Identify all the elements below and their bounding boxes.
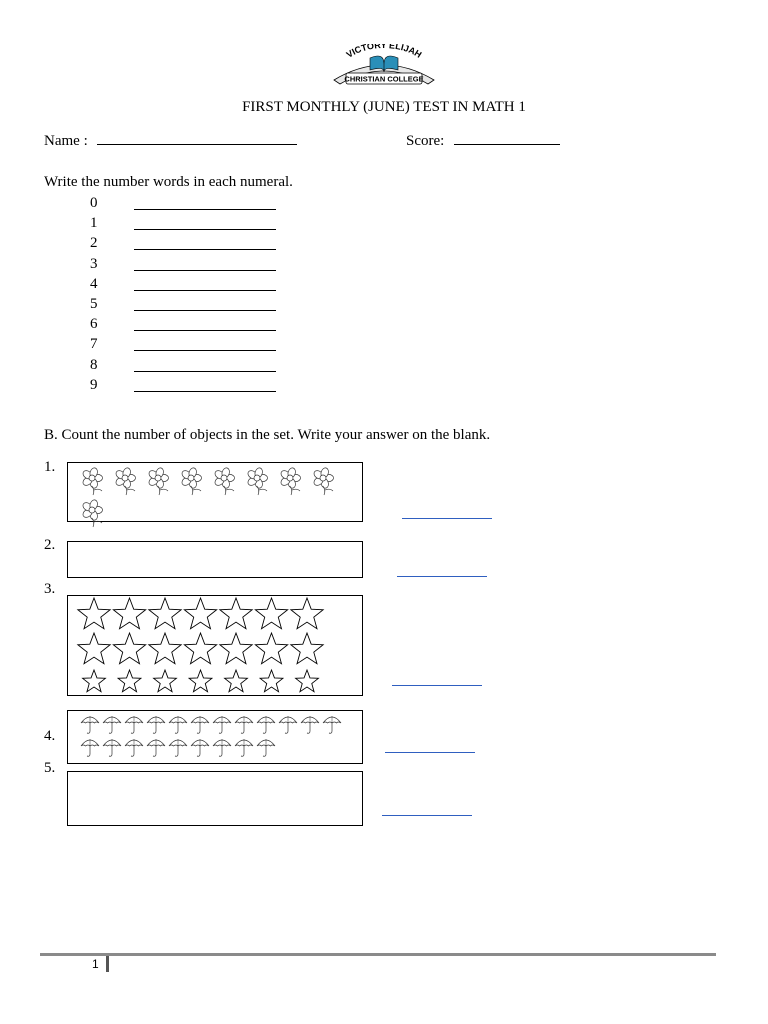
- numeral: 1: [90, 215, 98, 232]
- numeral-row: [90, 357, 290, 377]
- star-icon: [255, 598, 287, 629]
- umbrella-icon: [125, 716, 143, 733]
- umbrella-icon: [169, 716, 187, 733]
- flower-icon: [279, 467, 300, 495]
- umbrella-icon: [147, 739, 165, 756]
- umbrella-icon: [213, 739, 231, 756]
- numeral: 4: [90, 275, 98, 292]
- item-3-box: [67, 595, 363, 696]
- numeral: 0: [90, 195, 98, 211]
- page-number: 1: [92, 957, 99, 971]
- item-5-box: [67, 771, 363, 826]
- number-word-blank[interactable]: [134, 391, 276, 392]
- star-set: [68, 596, 364, 697]
- section-a-instruction: Write the number words in each numeral.: [44, 174, 293, 190]
- page-title: FIRST MONTHLY (JUNE) TEST IN MATH 1: [242, 99, 526, 115]
- star-icon: [291, 598, 323, 629]
- star-icon: [225, 670, 248, 692]
- umbrella-icon: [81, 739, 99, 756]
- umbrella-icon: [191, 716, 209, 733]
- flower-set: [68, 463, 364, 523]
- name-field[interactable]: [97, 144, 297, 145]
- item-5-answer-blank[interactable]: [382, 815, 472, 816]
- flower-icon: [81, 467, 102, 495]
- number-word-blank[interactable]: [134, 290, 276, 291]
- numeral: 6: [90, 316, 98, 333]
- item-2-label: 2.: [44, 537, 56, 553]
- numeral-row: [90, 235, 290, 255]
- umbrella-icon: [257, 716, 275, 733]
- flower-icon: [312, 467, 333, 495]
- star-icon: [189, 670, 212, 692]
- star-icon: [184, 633, 216, 664]
- flower-icon: [114, 467, 135, 495]
- number-word-blank[interactable]: [134, 310, 276, 311]
- umbrella-icon: [103, 716, 121, 733]
- numeral: 9: [90, 376, 98, 393]
- umbrella-icon: [301, 716, 319, 733]
- score-label: Score:: [406, 133, 445, 149]
- umbrella-icon: [103, 739, 121, 756]
- number-word-blank[interactable]: [134, 270, 276, 271]
- number-word-blank[interactable]: [134, 249, 276, 250]
- umbrella-icon: [323, 716, 341, 733]
- number-word-blank[interactable]: [134, 330, 276, 331]
- item-2-answer-blank[interactable]: [397, 576, 487, 577]
- item-3-answer-blank[interactable]: [392, 685, 482, 686]
- star-icon: [113, 598, 145, 629]
- star-icon: [260, 670, 283, 692]
- umbrella-icon: [169, 739, 187, 756]
- star-icon: [184, 598, 216, 629]
- name-row: [44, 133, 297, 150]
- star-icon: [255, 633, 287, 664]
- numeral-row: [90, 215, 290, 235]
- umbrella-icon: [235, 716, 253, 733]
- numeral: 5: [90, 296, 98, 312]
- flower-icon: [147, 467, 168, 495]
- star-icon: [83, 670, 106, 692]
- flower-icon: [180, 467, 201, 495]
- item-1-label: 1.: [44, 459, 56, 475]
- star-icon: [220, 633, 252, 664]
- numeral-row: [90, 336, 290, 356]
- star-icon: [78, 633, 110, 664]
- umbrella-icon: [191, 739, 209, 756]
- numeral-row: [90, 195, 290, 215]
- footer-rule: [40, 953, 716, 956]
- numeral-row: [90, 377, 290, 397]
- item-4-box: [67, 710, 363, 764]
- umbrella-icon: [257, 739, 275, 756]
- logo-bottom-text: CHRISTIAN COLLEGE: [344, 74, 424, 84]
- star-icon: [113, 633, 145, 664]
- number-word-blank[interactable]: [134, 229, 276, 230]
- item-1-box: [67, 462, 363, 522]
- numeral: 8: [90, 356, 98, 373]
- item-3-label: 3.: [44, 581, 56, 597]
- numeral-row: [90, 296, 290, 316]
- star-icon: [118, 670, 141, 692]
- number-word-blank[interactable]: [134, 350, 276, 351]
- umbrella-icon: [81, 716, 99, 733]
- page-number-bar: [106, 956, 109, 972]
- item-2-box: [67, 541, 363, 578]
- umbrella-set: [68, 711, 364, 765]
- numeral: 2: [90, 235, 98, 252]
- numeral: 3: [90, 255, 98, 272]
- star-icon: [149, 633, 181, 664]
- flower-icon: [81, 499, 102, 527]
- section-b-instruction: B. Count the number of objects in the set. Write your answer on the blank.: [44, 427, 491, 443]
- item-4-label: 4.: [44, 728, 56, 744]
- umbrella-icon: [147, 716, 165, 733]
- umbrella-icon: [125, 739, 143, 756]
- flower-icon: [246, 467, 267, 495]
- score-field[interactable]: [454, 144, 560, 145]
- star-icon: [296, 670, 319, 692]
- item-4-answer-blank[interactable]: [385, 752, 475, 753]
- flower-icon: [213, 467, 234, 495]
- umbrella-icon: [213, 716, 231, 733]
- numeral-row: [90, 316, 290, 336]
- score-row: [406, 133, 560, 150]
- name-label: Name :: [44, 133, 88, 149]
- umbrella-icon: [235, 739, 253, 756]
- star-icon: [220, 598, 252, 629]
- item-1-answer-blank[interactable]: [402, 518, 492, 519]
- star-icon: [154, 670, 177, 692]
- star-icon: [149, 598, 181, 629]
- number-word-blank[interactable]: [134, 209, 276, 210]
- star-icon: [291, 633, 323, 664]
- numeral-row: [90, 276, 290, 296]
- svg-text:VICTORY ELIJAH: [345, 44, 424, 60]
- numeral: 7: [90, 336, 98, 353]
- item-5-label: 5.: [44, 760, 56, 776]
- numeral-row: [90, 256, 290, 276]
- number-word-blank[interactable]: [134, 371, 276, 372]
- umbrella-icon: [279, 716, 297, 733]
- logo-top-text: VICTORY ELIJAH: [344, 44, 424, 60]
- star-icon: [78, 598, 110, 629]
- school-logo: [332, 44, 436, 86]
